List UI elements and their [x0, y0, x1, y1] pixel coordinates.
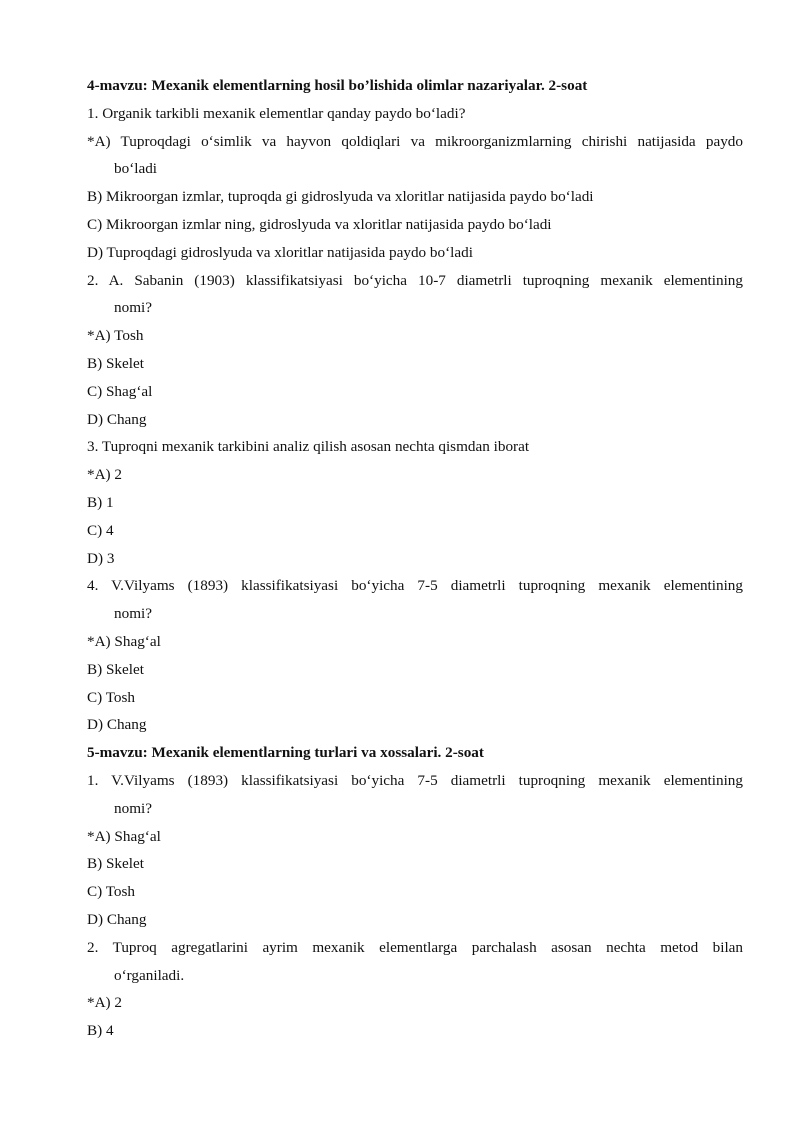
answer-option — [87, 410, 743, 438]
answer-option — [87, 187, 743, 215]
answer-option-correct — [87, 326, 743, 354]
question-text: 2. A. Sabanin (1903) klassifikatsiyasi bo‘yicha 10-7 diametrli tuproqning mexanik elementining — [87, 271, 743, 289]
answer-option — [87, 521, 743, 549]
section-heading: 5-mavzu: Mexanik elementlarning turlari va xossalari. 2-soat — [87, 744, 484, 762]
option-text: B) Mikroorgan izmlar, tuproqda gi gidroslyuda va xloritlar natijasida paydo bo‘ladi — [87, 188, 594, 206]
option-text-continued: bo‘ladi — [114, 160, 158, 178]
answer-option-correct — [87, 827, 743, 855]
option-text: C) Tosh — [87, 883, 136, 901]
option-text: D) Chang — [87, 910, 147, 928]
option-text: B) Skelet — [87, 855, 144, 873]
question-text: 1. Organik tarkibli mexanik elementlar qanday paydo bo‘ladi? — [87, 104, 466, 122]
question-text-continued: nomi? — [114, 799, 152, 817]
option-text: C) Shag‘al — [87, 382, 153, 400]
answer-option — [87, 493, 743, 521]
option-text: C) Mikroorgan izmlar ning, gidroslyuda va xloritlar natijasida paydo bo‘ladi — [87, 215, 552, 233]
option-text: D) Chang — [87, 716, 147, 734]
answer-option — [87, 882, 743, 910]
option-text: *A) Tosh — [87, 327, 144, 345]
option-text: *A) Shag‘al — [87, 827, 161, 845]
answer-option — [87, 243, 743, 271]
option-text: *A) 2 — [87, 994, 123, 1012]
answer-option — [87, 910, 743, 938]
option-text: *A) Shag‘al — [87, 632, 161, 650]
answer-option — [87, 715, 743, 743]
option-text: D) Tuproqdagi gidroslyuda va xloritlar natijasida paydo bo‘ladi — [87, 243, 473, 261]
question-text-continued: nomi? — [114, 605, 152, 623]
option-text: C) 4 — [87, 521, 114, 539]
option-text: D) Chang — [87, 410, 147, 428]
question-text: 4. V.Vilyams (1893) klassifikatsiyasi bo‘yicha 7-5 diametrli tuproqning mexanik elementining — [87, 577, 743, 595]
question — [87, 576, 743, 632]
answer-option — [87, 382, 743, 410]
answer-option — [87, 354, 743, 382]
answer-option — [87, 688, 743, 716]
answer-option-correct — [87, 993, 743, 1021]
answer-option — [87, 1021, 743, 1049]
option-text: *A) 2 — [87, 466, 123, 484]
option-text: C) Tosh — [87, 688, 136, 706]
answer-option — [87, 854, 743, 882]
question-text: 2. Tuproq agregatlarini ayrim mexanik elementlarga parchalash asosan nechta metod bilan — [87, 938, 743, 956]
question — [87, 938, 743, 994]
option-text: D) 3 — [87, 549, 115, 567]
question-text-continued: nomi? — [114, 299, 152, 317]
option-text: B) Skelet — [87, 660, 144, 678]
answer-option — [87, 660, 743, 688]
answer-option — [87, 215, 743, 243]
question — [87, 104, 743, 132]
question-text: 3. Tuproqni mexanik tarkibini analiz qilish asosan nechta qismdan iborat — [87, 438, 530, 456]
document-body — [87, 76, 743, 1049]
answer-option-correct — [87, 632, 743, 660]
answer-option-correct — [87, 465, 743, 493]
question — [87, 437, 743, 465]
option-text: B) 1 — [87, 493, 114, 511]
section-heading: 4-mavzu: Mexanik elementlarning hosil bo’lishida olimlar nazariyalar. 2-soat — [87, 77, 588, 94]
question — [87, 771, 743, 827]
option-text: B) Skelet — [87, 354, 144, 372]
answer-option-correct — [87, 132, 743, 188]
option-text: B) 4 — [87, 1022, 114, 1040]
option-text: *A) Tuproqdagi o‘simlik va hayvon qoldiqlari va mikroorganizmlarning chirishi natijasida paydo — [87, 132, 743, 150]
answer-option — [87, 549, 743, 577]
question — [87, 271, 743, 327]
question-text-continued: o‘rganiladi. — [114, 966, 185, 984]
question-text: 1. V.Vilyams (1893) klassifikatsiyasi bo‘yicha 7-5 diametrli tuproqning mexanik elementining — [87, 771, 743, 789]
